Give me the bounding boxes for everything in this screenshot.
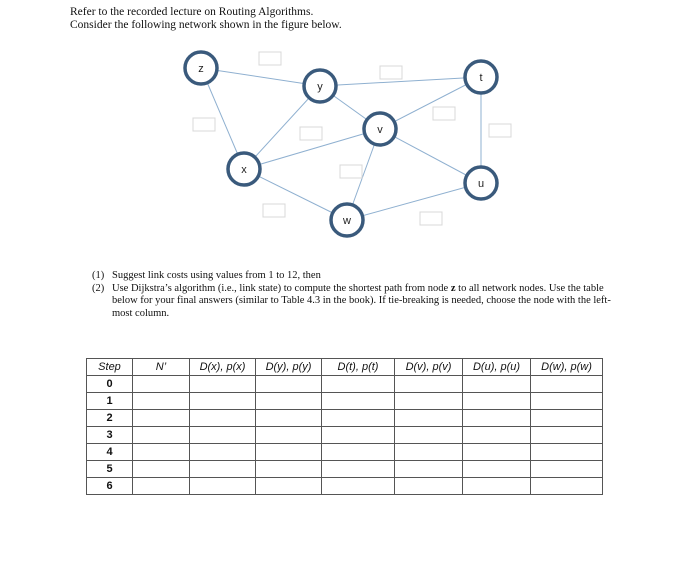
answer-cell[interactable] — [395, 376, 463, 393]
answer-cell[interactable] — [531, 393, 603, 410]
answer-cell[interactable] — [190, 393, 256, 410]
node-label: v — [377, 124, 383, 136]
node-t — [465, 61, 497, 93]
answer-cell[interactable] — [395, 478, 463, 495]
step-number: 4 — [87, 444, 133, 461]
question-2-text — [112, 283, 612, 321]
answer-cell[interactable] — [322, 444, 395, 461]
answer-cell[interactable] — [463, 393, 531, 410]
answer-cell[interactable] — [256, 427, 322, 444]
answer-cell[interactable] — [256, 478, 322, 495]
node-x — [228, 153, 260, 185]
answer-cell[interactable] — [395, 461, 463, 478]
dijkstra-table — [86, 358, 603, 495]
step-number: 0 — [87, 376, 133, 393]
table-row — [87, 410, 603, 427]
header-dx-px: D(x), p(x) — [190, 359, 256, 376]
network-diagram — [0, 0, 700, 260]
node-u — [465, 167, 497, 199]
link-cost-box[interactable] — [340, 165, 362, 178]
answer-cell[interactable] — [531, 461, 603, 478]
intro-line-1: Refer to the recorded lecture on Routing Algorithms. — [70, 6, 314, 18]
question-1-text: Suggest link costs using values from 1 to 12, then — [112, 270, 321, 281]
table-row — [87, 393, 603, 410]
answer-cell[interactable] — [256, 461, 322, 478]
answer-cell[interactable] — [256, 410, 322, 427]
answer-cell[interactable] — [190, 478, 256, 495]
answer-cell[interactable] — [322, 461, 395, 478]
step-number: 3 — [87, 427, 133, 444]
node-label: x — [241, 164, 247, 176]
header-dy-py: D(y), p(y) — [256, 359, 322, 376]
node-z — [185, 52, 217, 84]
answer-cell[interactable] — [531, 444, 603, 461]
table-row — [87, 376, 603, 393]
step-number: 2 — [87, 410, 133, 427]
link-cost-box[interactable] — [259, 52, 281, 65]
answer-cell[interactable] — [190, 410, 256, 427]
question-2 — [92, 283, 612, 321]
answer-cell[interactable] — [133, 427, 190, 444]
answer-cell[interactable] — [190, 444, 256, 461]
answer-cell[interactable] — [322, 427, 395, 444]
node-label: w — [343, 215, 351, 227]
edge-w-u — [347, 183, 481, 220]
node-label: z — [198, 63, 204, 75]
answer-cell[interactable] — [322, 393, 395, 410]
header-dv-pv: D(v), p(v) — [395, 359, 463, 376]
step-number: 1 — [87, 393, 133, 410]
intro-line-2: Consider the following network shown in the figure below. — [70, 19, 342, 31]
answer-cell[interactable] — [531, 376, 603, 393]
answer-cell[interactable] — [395, 444, 463, 461]
link-cost-box[interactable] — [300, 127, 322, 140]
step-number: 6 — [87, 478, 133, 495]
header-du-pu: D(u), p(u) — [463, 359, 531, 376]
answer-cell[interactable] — [463, 461, 531, 478]
node-y — [304, 70, 336, 102]
step-number: 5 — [87, 461, 133, 478]
link-cost-box[interactable] — [263, 204, 285, 217]
answer-cell[interactable] — [322, 478, 395, 495]
table-row — [87, 427, 603, 444]
answer-cell[interactable] — [190, 376, 256, 393]
answer-cell[interactable] — [531, 427, 603, 444]
table-header-row — [87, 359, 603, 376]
answer-cell[interactable] — [463, 376, 531, 393]
answer-cell[interactable] — [256, 393, 322, 410]
node-w — [331, 204, 363, 236]
table-row — [87, 478, 603, 495]
question-2-text-after: to all network nodes. Use the table below for your final answers (similar to Table 4.3 in the book). If tie-breaking is needed, choose the node with the left-most column. — [112, 282, 611, 319]
link-cost-box[interactable] — [489, 124, 511, 137]
answer-cell[interactable] — [133, 461, 190, 478]
answer-cell[interactable] — [322, 376, 395, 393]
question-1-number: (1) — [92, 270, 105, 281]
node-label: y — [317, 81, 323, 93]
answer-cell[interactable] — [463, 478, 531, 495]
header-dt-pt: D(t), p(t) — [322, 359, 395, 376]
answer-cell[interactable] — [190, 461, 256, 478]
answer-cell[interactable] — [463, 444, 531, 461]
link-cost-box[interactable] — [193, 118, 215, 131]
node-v — [364, 113, 396, 145]
node-label: t — [479, 72, 483, 84]
answer-cell[interactable] — [463, 410, 531, 427]
link-cost-box[interactable] — [420, 212, 442, 225]
header-step: Step — [87, 359, 133, 376]
answer-cell[interactable] — [133, 478, 190, 495]
link-cost-box[interactable] — [433, 107, 455, 120]
answer-cell[interactable] — [395, 393, 463, 410]
answer-cell[interactable] — [395, 410, 463, 427]
answer-cell[interactable] — [256, 376, 322, 393]
answer-cell[interactable] — [133, 410, 190, 427]
question-2-number: (2) — [92, 282, 105, 294]
answer-cell[interactable] — [531, 478, 603, 495]
answer-cell[interactable] — [190, 427, 256, 444]
answer-cell[interactable] — [133, 376, 190, 393]
question-2-source-node: z — [450, 282, 456, 294]
link-cost-box[interactable] — [380, 66, 402, 79]
table-row — [87, 444, 603, 461]
answer-cell[interactable] — [463, 427, 531, 444]
answer-cell[interactable] — [322, 410, 395, 427]
answer-cell[interactable] — [256, 444, 322, 461]
question-2-text-before: Use Dijkstra’s algorithm (i.e., link state) to compute the shortest path from node — [112, 282, 451, 294]
table-body — [87, 376, 603, 495]
header-dw-pw: D(w), p(w) — [531, 359, 603, 376]
question-1 — [92, 270, 612, 283]
answer-cell[interactable] — [133, 444, 190, 461]
node-label: u — [477, 178, 485, 190]
questions — [92, 270, 612, 320]
edge-z-y — [201, 68, 320, 86]
header-n-prime: N’ — [133, 359, 190, 376]
answer-cell[interactable] — [395, 427, 463, 444]
answer-cell[interactable] — [133, 393, 190, 410]
table-row — [87, 461, 603, 478]
answer-cell[interactable] — [531, 410, 603, 427]
